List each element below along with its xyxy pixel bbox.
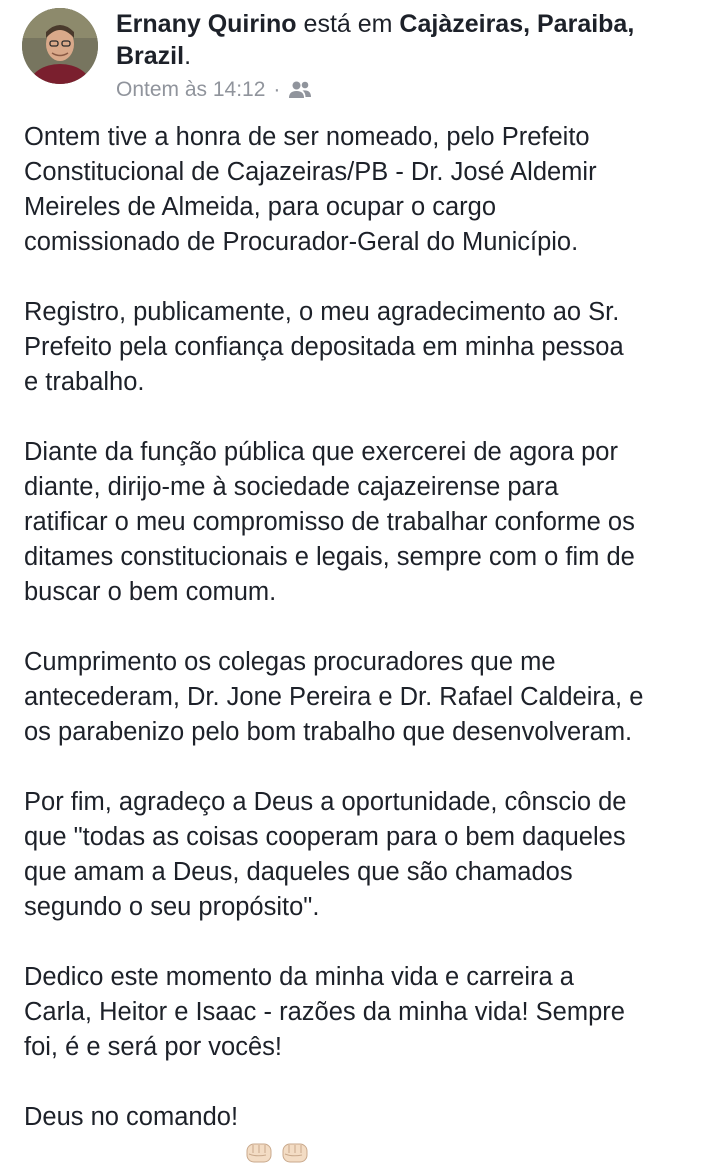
- post-paragraph: Cumprimento os colegas procuradores que me antecederam, Dr. Jone Pereira e Dr. Rafael Caldeira, e os parabenizo pelo bom trabalho que desenvolveram.: [24, 648, 644, 746]
- post-meta: [116, 76, 312, 104]
- post-paragraph: Ontem tive a honra de ser nomeado, pelo Prefeito Constitucional de Cajazeiras/PB - Dr. José Aldemir Meireles de Almeida, para ocupar o cargo comissionado de Procurador-Geral do Município.: [24, 123, 597, 256]
- post-header-line-1: [116, 8, 634, 40]
- post-paragraph: Diante da função pública que exercerei de agora por diante, dirijo-me à sociedade cajazeirense para ratificar o meu compromisso de trabalhar conforme os ditames constitucionais e legais, sempre com o fim de buscar o bem comum.: [24, 438, 635, 606]
- fist-bump-icon: [280, 1105, 310, 1131]
- post-body: [24, 120, 714, 1135]
- friends-icon[interactable]: [288, 80, 312, 100]
- author-avatar[interactable]: [22, 8, 98, 84]
- location-link[interactable]: Cajàzeiras, Paraiba,: [399, 10, 635, 38]
- post-paragraph: Por fim, agradeço a Deus a oportunidade, cônscio de que "todas as coisas cooperam para o bem daqueles que amam a Deus, daqueles que são chamados segundo o seu propósito".: [24, 788, 627, 921]
- post-header-line-2: [116, 40, 191, 72]
- fist-bump-icon: [244, 1105, 274, 1131]
- post-timestamp[interactable]: Ontem às 14:12: [116, 78, 266, 101]
- header-verb: está em: [296, 10, 400, 38]
- post-paragraph: Registro, publicamente, o meu agradecimento ao Sr. Prefeito pela confiança depositada em minha pessoa e trabalho.: [24, 298, 624, 396]
- location-link-continued[interactable]: Brazil: [116, 42, 185, 70]
- closing-text: Deus no comando!: [24, 1103, 239, 1131]
- post-closing-line: [24, 1100, 714, 1135]
- author-name[interactable]: Ernany Quirino: [116, 10, 297, 38]
- header-period: .: [184, 42, 192, 70]
- meta-separator: ·: [273, 78, 281, 101]
- post-paragraph: Dedico este momento da minha vida e carreira a Carla, Heitor e Isaac - razões da minha vida! Sempre foi, é e será por vocês!: [24, 963, 625, 1061]
